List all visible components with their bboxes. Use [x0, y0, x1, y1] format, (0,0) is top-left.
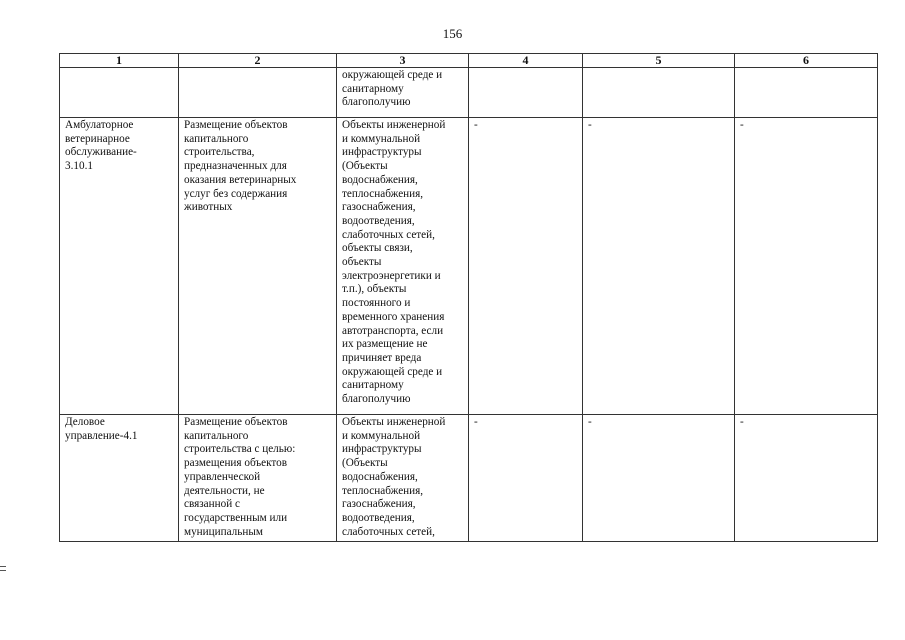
table-cell	[337, 118, 469, 415]
permitted-use-table	[59, 53, 878, 542]
dash-value: -	[588, 119, 592, 131]
table-cell	[337, 68, 469, 118]
land-use-description: Размещение объектов капитального строительства с целью: размещения объектов управленческой деятельности, не связанной с государственным или муниципальным	[184, 416, 296, 538]
table-cell	[735, 415, 878, 542]
table-cell	[583, 68, 735, 118]
auxiliary-objects: Объекты инженерной и коммунальной инфраструктуры (Объекты водоснабжения, теплоснабжения, газоснабжения, водоотведения, слаботочных сетей, объекты связи, объекты электроэнергетики и т.п.), объекты постоянного и временного хранения автотранспорта, если их размещение не причиняет вреда окружающей среде и санитарному благополучию	[342, 119, 446, 406]
table-cell	[337, 415, 469, 542]
table-cell	[60, 68, 179, 118]
column-header-4: 4	[469, 54, 583, 68]
table-cell	[583, 415, 735, 542]
dash-value: -	[740, 416, 744, 428]
table-cell	[469, 68, 583, 118]
table-cell	[469, 118, 583, 415]
land-use-description: Размещение объектов капитального строительства, предназначенных для оказания ветеринарных услуг без содержания животных	[184, 119, 297, 214]
column-header-5: 5	[583, 54, 735, 68]
table-cell	[469, 415, 583, 542]
table-row	[60, 415, 878, 542]
table-cell	[583, 118, 735, 415]
page-number: 156	[442, 26, 463, 41]
land-use-type: Амбулаторное ветеринарное обслуживание- 3.10.1	[65, 119, 137, 173]
table-cell	[179, 415, 337, 542]
table-cell	[735, 118, 878, 415]
dash-value: -	[474, 416, 478, 428]
dash-value: -	[474, 119, 478, 131]
table-row	[60, 68, 878, 118]
table-cell	[735, 68, 878, 118]
dash-value: -	[588, 416, 592, 428]
land-use-type: Деловое управление-4.1	[65, 416, 138, 442]
column-header-3: 3	[337, 54, 469, 68]
table-cell	[179, 68, 337, 118]
margin-mark	[0, 566, 6, 571]
table-cell	[60, 415, 179, 542]
column-header-2: 2	[179, 54, 337, 68]
column-header-6: 6	[735, 54, 878, 68]
table-cell	[60, 118, 179, 415]
table-row	[60, 118, 878, 415]
dash-value: -	[740, 119, 744, 131]
table-cell	[179, 118, 337, 415]
column-header-1: 1	[60, 54, 179, 68]
auxiliary-objects: Объекты инженерной и коммунальной инфраструктуры (Объекты водоснабжения, теплоснабжения, газоснабжения, водоотведения, слаботочных сетей,	[342, 416, 446, 538]
cell-text: окружающей среде и санитарному благополучию	[342, 69, 443, 109]
header-row	[60, 54, 878, 68]
